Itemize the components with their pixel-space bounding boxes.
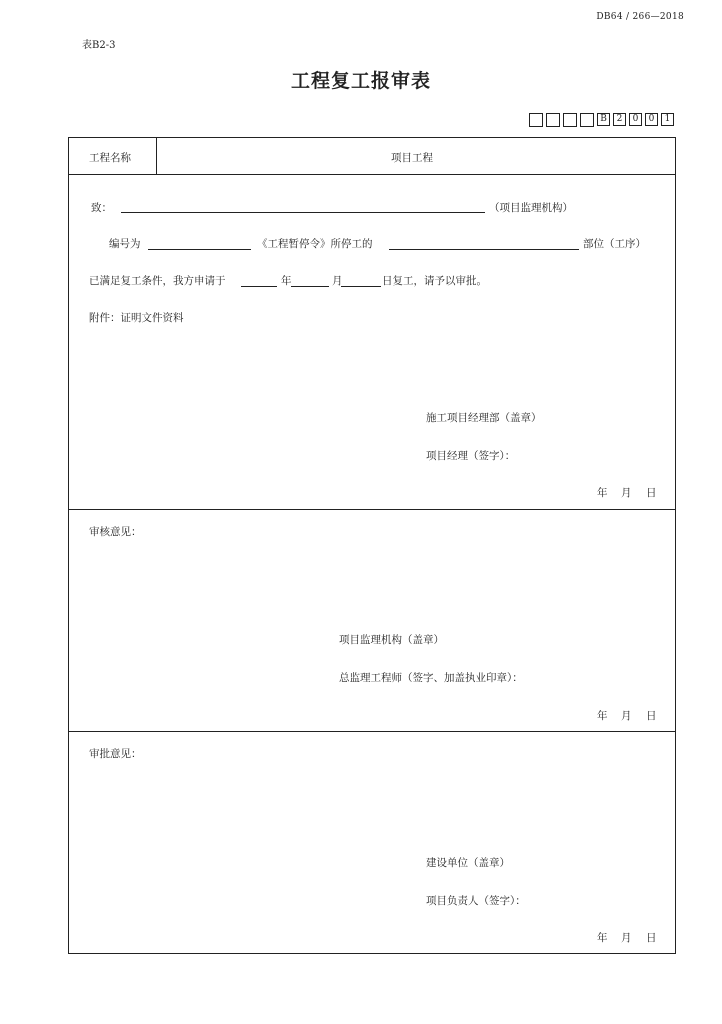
code-box[interactable] xyxy=(563,113,577,127)
code-box[interactable] xyxy=(580,113,594,127)
column-divider xyxy=(156,138,157,174)
date-day: 日 xyxy=(646,710,657,722)
date-month: 月 xyxy=(621,487,632,499)
owner-manager-sign-label: 项目负责人（签字）： xyxy=(426,895,526,907)
code-box[interactable] xyxy=(529,113,543,127)
chief-engineer-sign-label: 总监理工程师（签字、加盖执业印章）： xyxy=(339,672,523,684)
resume-text: 已满足复工条件，我方申请于 xyxy=(89,275,226,287)
order-name: 《工程暂停令》所停工的 xyxy=(257,238,373,250)
form-table xyxy=(68,137,676,954)
date-month: 月 xyxy=(621,710,632,722)
project-name-value[interactable]: 项目工程 xyxy=(391,152,433,164)
to-suffix: （项目监理机构） xyxy=(489,202,573,214)
resume-month-field[interactable] xyxy=(291,286,329,287)
date-day: 日 xyxy=(646,932,657,944)
date-year: 年 xyxy=(597,710,608,722)
resume-day-field[interactable] xyxy=(341,286,381,287)
date-month: 月 xyxy=(621,932,632,944)
review-opinion-heading: 审核意见： xyxy=(89,526,142,538)
date-day: 日 xyxy=(646,487,657,499)
part-field[interactable] xyxy=(389,249,579,250)
section-divider xyxy=(69,731,675,732)
attachment-text: 附件：证明文件资料 xyxy=(89,312,184,324)
page-title: 工程复工报审表 xyxy=(290,70,431,92)
section-divider xyxy=(69,509,675,510)
standard-number: DB64 / 266—2018 xyxy=(596,12,684,22)
row-divider xyxy=(69,174,675,175)
code-box: B xyxy=(597,113,610,126)
resume-request: 日复工，请予以审批。 xyxy=(382,275,487,287)
part-suffix: 部位（工序） xyxy=(583,238,646,250)
approval-opinion-heading: 审批意见： xyxy=(89,748,142,760)
owner-stamp-label: 建设单位（盖章） xyxy=(426,857,510,869)
supervisor-stamp-label: 项目监理机构（盖章） xyxy=(339,634,444,646)
code-box: 1 xyxy=(661,113,674,126)
form-id: 表B2-3 xyxy=(82,40,116,51)
resume-year-field[interactable] xyxy=(241,286,277,287)
code-box: 0 xyxy=(645,113,658,126)
month-label: 月 xyxy=(332,275,343,287)
code-box: 0 xyxy=(629,113,642,126)
code-box: 2 xyxy=(613,113,626,126)
form-code-boxes xyxy=(529,113,674,127)
project-name-label: 工程名称 xyxy=(89,152,131,164)
date-year: 年 xyxy=(597,487,608,499)
contractor-stamp-label: 施工项目经理部（盖章） xyxy=(426,412,542,424)
year-label: 年 xyxy=(281,275,292,287)
project-manager-sign-label: 项目经理（签字）： xyxy=(426,450,516,462)
code-box[interactable] xyxy=(546,113,560,127)
date-year: 年 xyxy=(597,932,608,944)
supervisor-org-field[interactable] xyxy=(121,212,485,213)
to-label: 致： xyxy=(91,202,112,214)
order-number-field[interactable] xyxy=(148,249,251,250)
number-label: 编号为 xyxy=(109,238,141,250)
